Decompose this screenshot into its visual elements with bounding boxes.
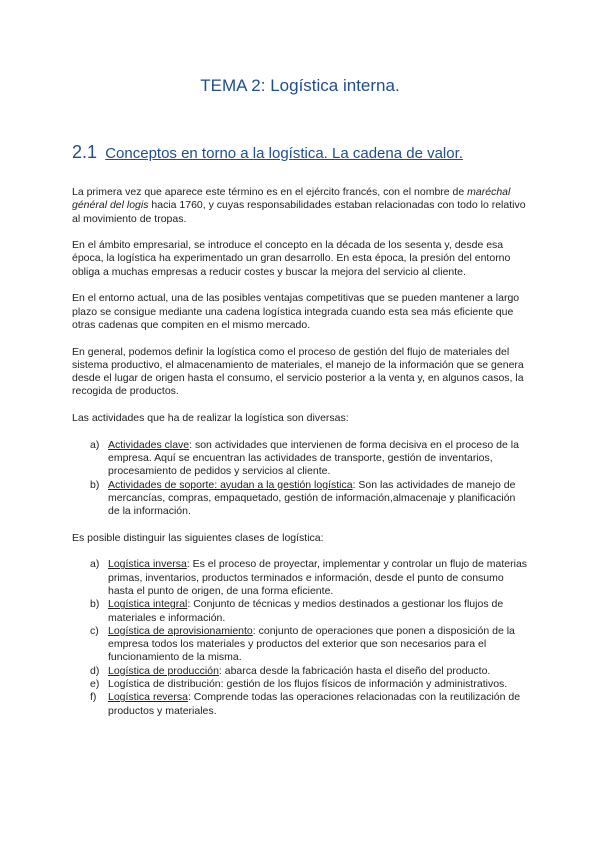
list-text: : Conjunto de técnicas y medios destinados a gestionar los flujos de materiales e información. (108, 598, 504, 624)
list-text: : son actividades que intervienen de forma decisiva en el proceso de la empresa. Aquí se encuentran las actividades de transporte, gestión de inventarios, procesamiento de pedidos y servicios al cliente. (108, 438, 519, 478)
italic-term: maréchal général del logis (72, 186, 511, 212)
paragraph-current: En el entorno actual, una de las posibles ventajas competitivas que se pueden mantener a largo plazo se consigue mediante una cadena logística integrada cuando esta sea más eficiente que otras cadenas que compiten en el mismo mercado. (72, 292, 520, 331)
list-marker: a) (90, 558, 100, 571)
list-marker: a) (90, 438, 100, 451)
paragraph-business: En el ámbito empresarial, se introduce el concepto en la década de los sesenta y, desde esa época, la logística ha experimentado un gran desarrollo. En esta época, la presión del entorno obliga a muchas empresas a reducir costes y buscar la mejora del servicio al cliente. (72, 239, 511, 278)
list-text: : conjunto de operaciones que ponen a disposición de la empresa todos los materiales y productos del exterior que son necesarios para el funcionamiento de la misma. (108, 624, 515, 664)
paragraph-activities-intro: Las actividades que ha de realizar la logística son diversas: (72, 412, 349, 425)
list-item (72, 479, 528, 519)
list-marker: b) (90, 598, 100, 611)
activities-list (72, 439, 528, 519)
document-body (72, 186, 528, 731)
list-marker: f) (90, 691, 97, 704)
list-term: Actividades de soporte: ayudan a la gestión logística (108, 478, 353, 491)
paragraph-text: La primera vez que aparece este término es en el ejército francés, con el nombre de (72, 186, 468, 198)
list-text: : Comprende todas las operaciones relacionadas con la reutilización de productos y materiales. (108, 691, 521, 717)
list-text: : Es el proceso de proyectar, implementar y controlar un flujo de materias primas, inventarios, productos terminados e información, desde el punto de consumo hasta el punto de origen, de una forma eficiente. (108, 558, 528, 597)
list-marker: e) (90, 677, 100, 690)
list-item (72, 691, 528, 718)
list-marker: c) (90, 624, 99, 637)
list-term: Logística de aprovisionamiento (108, 624, 253, 637)
list-term: Logística inversa (108, 558, 187, 571)
list-term: Logística de producción (108, 664, 219, 677)
list-item (72, 678, 528, 691)
list-item (72, 598, 528, 625)
list-text: Logística de distribución: gestión de los flujos físicos de información y administrativos. (108, 677, 508, 690)
list-marker: b) (90, 478, 100, 491)
paragraph-definition: En general, podemos definir la logística como el proceso de gestión del flujo de materiales del sistema productivo, el almacenamiento de materiales, el manejo de la información que se genera desde el lugar de origen hasta el consumo, el servicio posterior a la venta y, en algunos casos, la recogida de productos. (72, 345, 524, 398)
list-text: : abarca desde la fabricación hasta el diseño del producto. (218, 664, 491, 677)
paragraph-origin (72, 186, 528, 226)
list-item (72, 665, 528, 678)
paragraph-text: hacia 1760, y cuyas responsabilidades estaban relacionadas con todo lo relativo al movimiento de tropas. (72, 199, 526, 225)
classes-list (72, 558, 528, 718)
section-number: 2.1 (72, 142, 98, 162)
list-item (72, 558, 528, 598)
list-item (72, 439, 528, 479)
list-term: Actividades clave (108, 438, 190, 451)
list-term: Logística reversa (108, 691, 188, 704)
list-text: : Son las actividades de manejo de mercancías, compras, empaquetado, gestión de información,almacenaje y planificación de la información. (108, 478, 516, 518)
section-heading-text: Conceptos en torno a la logística. La cadena de valor. (105, 145, 463, 162)
section-heading (72, 142, 463, 163)
list-term: Logística integral (108, 598, 188, 611)
list-item (72, 625, 528, 665)
page-title: TEMA 2: Logística interna. (200, 76, 400, 95)
paragraph-classes-intro: Es posible distinguir las siguientes clases de logística: (72, 531, 324, 544)
list-marker: d) (90, 664, 100, 677)
